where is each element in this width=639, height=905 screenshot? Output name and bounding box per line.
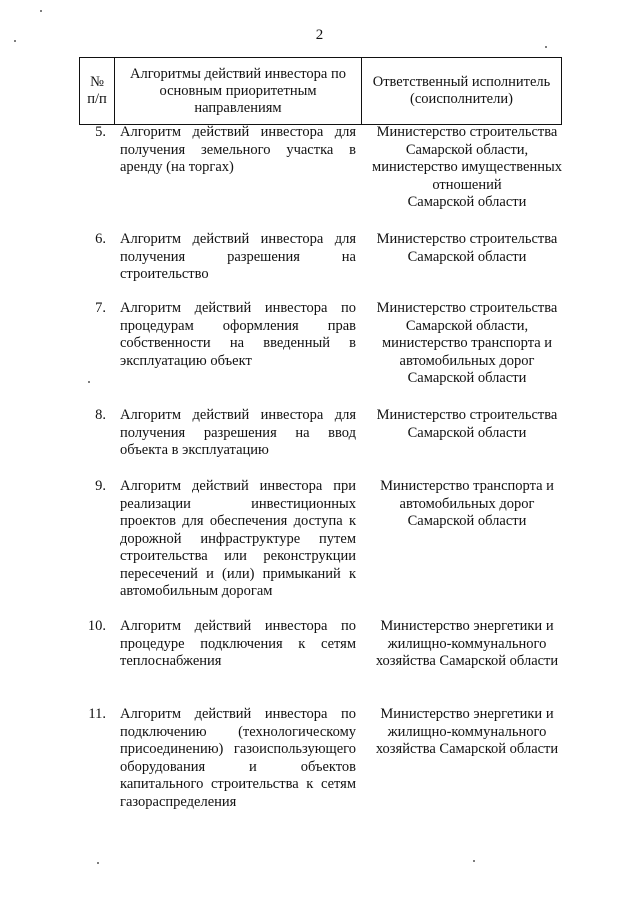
scan-speck: [97, 862, 99, 864]
row-responsible: [356, 618, 562, 671]
responsible-line: Министерство энергетики и: [380, 618, 554, 634]
scan-speck: [14, 40, 16, 42]
scan-speck: [88, 381, 90, 383]
table-row: [79, 124, 562, 212]
responsible-line: Министерство строительства: [376, 300, 558, 316]
responsible-line: хозяйства Самарской области: [375, 741, 559, 757]
responsible-line: автомобильных дорог: [399, 352, 535, 369]
row-algorithm: Алгоритм действий инвестора по подключению (технологическому присоединению) газоиспользующего оборудования и объектов капитального строительства к сетям газораспределения: [120, 706, 356, 810]
table-row: [79, 300, 562, 388]
row-algorithm: Алгоритм действий инвестора для получения разрешения на строительство: [120, 231, 356, 282]
responsible-line: жилищно-коммунального: [387, 723, 547, 740]
scan-speck: [40, 10, 42, 12]
header-responsible: Ответственный исполнитель (соисполнители): [372, 74, 551, 107]
row-responsible: [356, 124, 562, 212]
row-number: 5.: [95, 124, 106, 140]
row-number: 8.: [95, 407, 106, 423]
row-number: 9.: [95, 478, 106, 494]
row-responsible: [356, 478, 562, 601]
header-algorithms: Алгоритмы действий инвестора по основным приоритетным направлениям: [115, 58, 362, 124]
responsible-line: автомобильных дорог: [399, 495, 535, 512]
table-row: [79, 231, 562, 284]
responsible-line: жилищно-коммунального: [387, 635, 547, 652]
responsible-line: хозяйства Самарской области: [375, 653, 559, 669]
row-algorithm: Алгоритм действий инвестора по процедурам оформления прав собственности на введенный в эксплуатацию объект: [120, 300, 356, 369]
row-responsible: [356, 231, 562, 284]
row-algorithm: Алгоритм действий инвестора для получения разрешения на ввод объекта в эксплуатацию: [120, 407, 356, 458]
row-responsible: [356, 706, 562, 811]
responsible-line: Самарской области,: [405, 141, 529, 158]
responsible-line: Самарской области: [407, 248, 527, 265]
row-algorithm: Алгоритм действий инвестора при реализации инвестиционных проектов для обеспечения доступа к дорожной инфраструктуре путем строительства или реконструкции пересечений и (или) примыканий к автомобильным дорогам: [120, 478, 356, 599]
scan-speck: [473, 860, 475, 862]
table-row: [79, 618, 562, 671]
table-header: [79, 57, 562, 125]
responsible-line: Министерство энергетики и: [380, 706, 554, 722]
row-number: 6.: [95, 231, 106, 247]
table-row: [79, 478, 562, 601]
responsible-line: Министерство транспорта и: [380, 478, 554, 494]
row-responsible: [356, 300, 562, 388]
table-row: [79, 407, 562, 460]
row-number: 7.: [95, 300, 106, 316]
responsible-line: Самарской области: [407, 424, 527, 441]
table-row: [79, 706, 562, 811]
responsible-line: Самарской области,: [405, 317, 529, 334]
header-num: № п/п: [80, 58, 115, 124]
responsible-line: отношений: [432, 176, 502, 193]
responsible-line: министерство транспорта и: [381, 335, 553, 351]
responsible-line: министерство имущественных: [372, 159, 562, 175]
scan-speck: [545, 46, 547, 48]
responsible-line: Министерство строительства: [376, 124, 558, 140]
responsible-line: Министерство строительства: [376, 231, 558, 247]
row-algorithm: Алгоритм действий инвестора для получения земельного участка в аренду (на торгах): [120, 124, 356, 175]
row-responsible: [356, 407, 562, 460]
responsible-line: Министерство строительства: [376, 407, 558, 423]
row-algorithm: Алгоритм действий инвестора по процедуре подключения к сетям теплоснабжения: [120, 618, 356, 669]
page-number: 2: [315, 27, 324, 43]
row-number: 10.: [87, 618, 106, 634]
row-number: 11.: [88, 706, 106, 722]
responsible-line: Самарской области: [407, 370, 527, 386]
responsible-line: Самарской области: [407, 513, 527, 529]
responsible-line: Самарской области: [407, 194, 527, 210]
